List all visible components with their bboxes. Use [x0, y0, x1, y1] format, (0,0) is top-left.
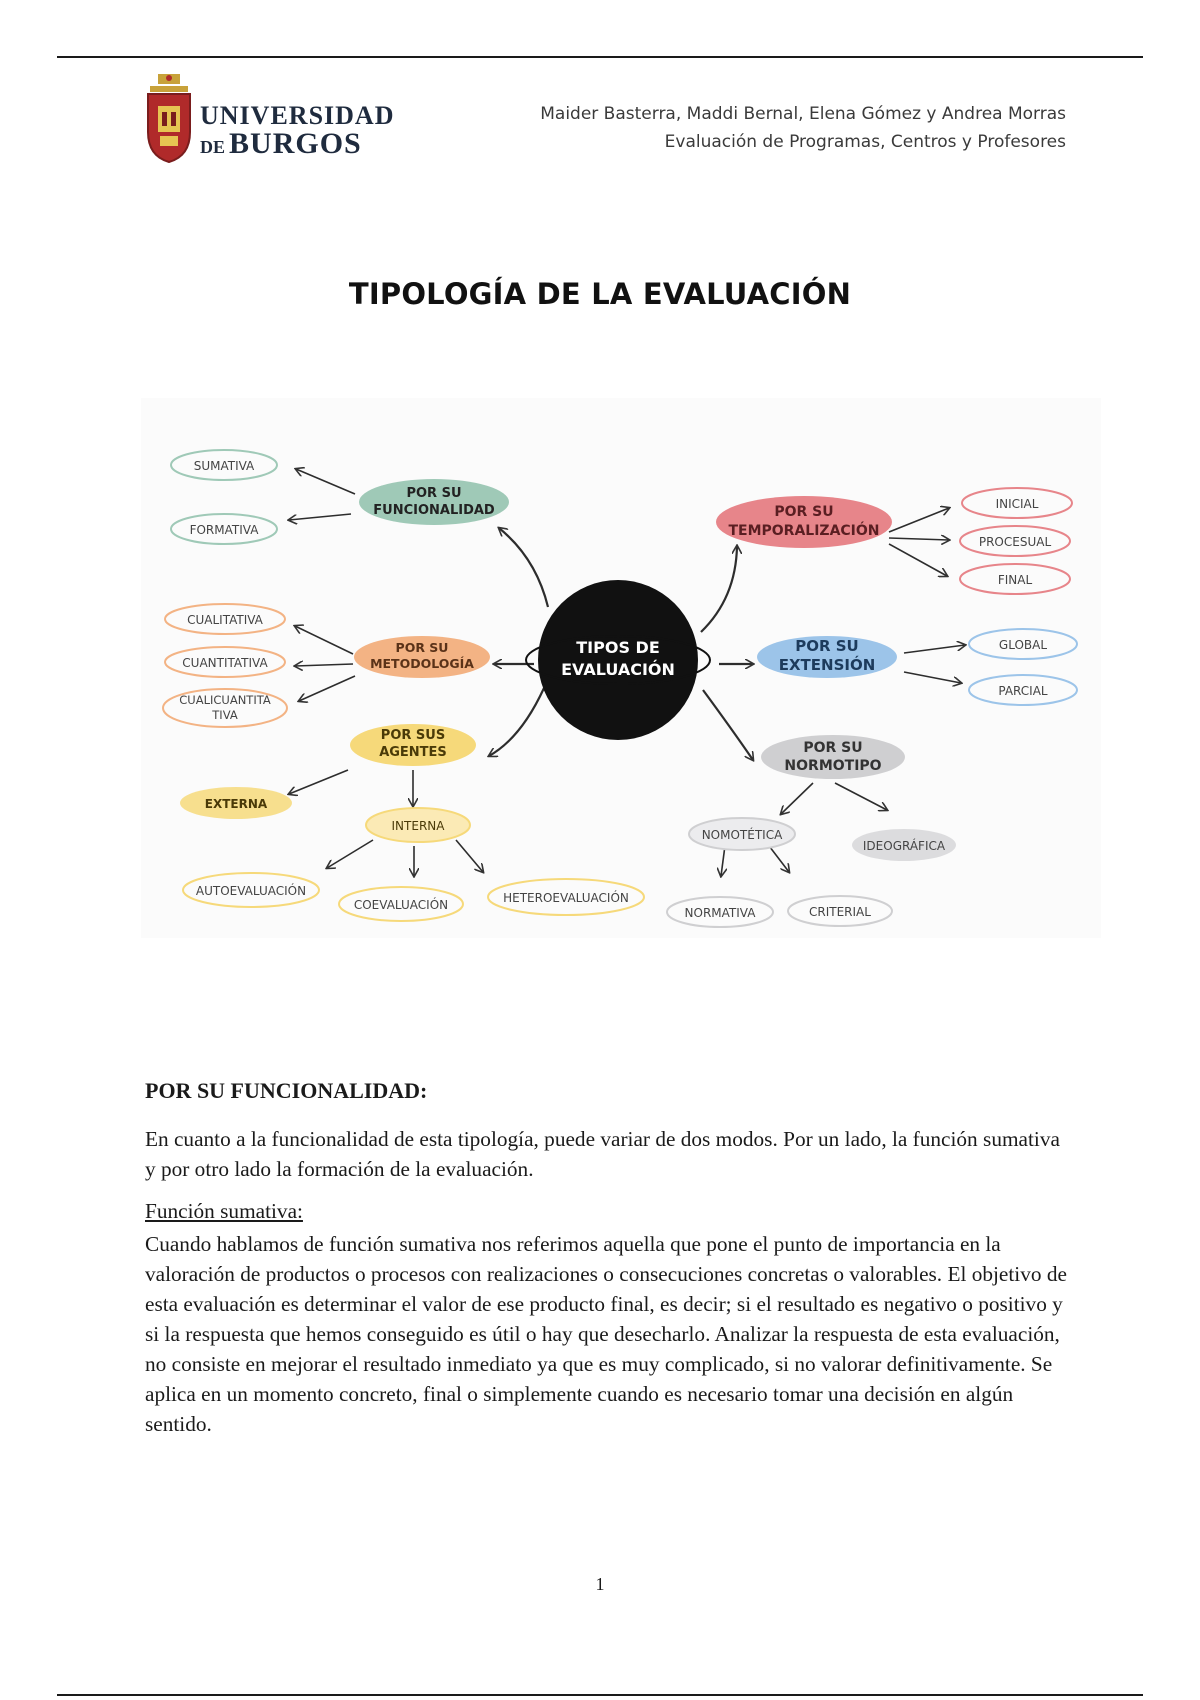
- header-meta: [540, 100, 1066, 156]
- extension-label-2: EXTENSIÓN: [778, 656, 876, 674]
- leaf-normativa: [667, 897, 773, 927]
- leaf-externa: [180, 787, 292, 819]
- center-label-1: TIPOS DE: [576, 638, 660, 657]
- logo-line-1: UNIVERSIDAD: [200, 101, 395, 130]
- logo-line-2-prefix: DE: [200, 137, 226, 157]
- normativa-label: NORMATIVA: [684, 906, 756, 920]
- leaf-cuantitativa: [165, 647, 285, 677]
- leaf-sumativa: [171, 450, 277, 480]
- leaf-cualicuantitativa: [163, 689, 287, 727]
- cualicuantitativa-label-1: CUALICUANTITA: [179, 693, 271, 707]
- top-rule: [57, 56, 1143, 58]
- externa-label: EXTERNA: [204, 797, 268, 811]
- center-node: [526, 580, 710, 740]
- temporalizacion-label-1: POR SU: [774, 504, 834, 520]
- leaf-final: [960, 564, 1070, 594]
- leaf-nomotetica: [689, 818, 795, 850]
- leaf-cualitativa: [165, 604, 285, 634]
- mind-map: [141, 398, 1101, 938]
- criterial-label: CRITERIAL: [809, 905, 871, 919]
- sumativa-label: SUMATIVA: [193, 459, 255, 473]
- section-heading: POR SU FUNCIONALIDAD:: [145, 1078, 428, 1103]
- course-name: Evaluación de Programas, Centros y Profesores: [664, 132, 1066, 152]
- leaf-criterial: [788, 896, 892, 926]
- extension-label-1: POR SU: [795, 637, 859, 655]
- node-normotipo: [761, 735, 905, 779]
- leaf-formativa: [171, 514, 277, 544]
- body-paragraph: Cuando hablamos de función sumativa nos referimos aquella que pone el punto de importancia en la valoración de productos o procesos con realizaciones o consecuciones concretas o valorables. El objetivo de esta evaluación es determinar el valor de ese producto final, es decir; si el resultado es negativo o positivo y si la respuesta que hemos conseguido es útil o hay que desecharlo. Analizar la respuesta de esta evaluación, no consiste en mejorar el resultado inmediato ya que es muy complicado, si no valorar definitivamente. Se aplica en un momento concreto, final o simplemente cuando es necesario tomar una decisión en algún sentido.: [145, 1232, 1067, 1436]
- university-logo: [144, 72, 395, 168]
- node-temporalizacion: [716, 496, 892, 548]
- bottom-rule: [57, 1694, 1143, 1696]
- node-metodologia: [354, 636, 490, 678]
- metodologia-label-2: METODOLOGÍA: [370, 656, 474, 671]
- funcionalidad-label-2: FUNCIONALIDAD: [373, 503, 495, 518]
- leaf-ideografica: [852, 829, 956, 861]
- crest-icon: [144, 72, 194, 164]
- mind-map-diagram: [141, 398, 1101, 938]
- global-label: GLOBAL: [998, 638, 1048, 652]
- node-extension: [757, 636, 897, 678]
- leaf-heteroevaluacion: [488, 879, 644, 915]
- ideografica-label: IDEOGRÁFICA: [862, 839, 946, 853]
- leaf-global: [969, 629, 1077, 659]
- leaf-parcial: [969, 675, 1077, 705]
- metodologia-label-1: POR SU: [395, 640, 449, 655]
- cualitativa-label: CUALITATIVA: [187, 613, 263, 627]
- autoevaluacion-label: AUTOEVALUACIÓN: [195, 884, 307, 898]
- leaf-procesual: [960, 526, 1070, 556]
- parcial-label: PARCIAL: [998, 684, 1048, 698]
- subheading: Función sumativa:: [145, 1199, 303, 1223]
- normotipo-label-1: POR SU: [803, 740, 863, 756]
- leaf-autoevaluacion: [183, 873, 319, 907]
- cuantitativa-label: CUANTITATIVA: [182, 656, 268, 670]
- procesual-label: PROCESUAL: [978, 535, 1052, 549]
- page-number: 1: [595, 1574, 605, 1594]
- funcionalidad-label-1: POR SU: [406, 486, 462, 501]
- agentes-label-2: AGENTES: [379, 745, 447, 760]
- inicial-label: INICIAL: [995, 497, 1039, 511]
- leaf-inicial: [962, 488, 1072, 518]
- leaf-coevaluacion: [339, 887, 463, 921]
- heteroevaluacion-label: HETEROEVALUACIÓN: [503, 891, 629, 905]
- intro-paragraph: En cuanto a la funcionalidad de esta tipología, puede variar de dos modos. Por un lado, la función sumativa y por otro lado la formación de la evaluación.: [145, 1127, 1060, 1181]
- final-label: FINAL: [997, 573, 1033, 587]
- authors: Maider Basterra, Maddi Bernal, Elena Gómez y Andrea Morras: [540, 104, 1066, 124]
- nomotetica-label: NOMOTÉTICA: [701, 828, 783, 842]
- cualicuantitativa-label-2: TIVA: [212, 708, 238, 722]
- normotipo-label-2: NORMOTIPO: [784, 758, 882, 774]
- formativa-label: FORMATIVA: [189, 523, 259, 537]
- center-label-2: EVALUACIÓN: [561, 660, 675, 679]
- logo-line-2-main: BURGOS: [229, 127, 362, 160]
- agentes-label-1: POR SUS: [380, 728, 446, 743]
- node-agentes: [350, 724, 476, 766]
- coevaluacion-label: COEVALUACIÓN: [353, 898, 449, 912]
- page-title: TIPOLOGÍA DE LA EVALUACIÓN: [348, 277, 852, 311]
- node-funcionalidad: [359, 479, 509, 525]
- leaf-interna: [366, 808, 470, 842]
- temporalizacion-label-2: TEMPORALIZACIÓN: [728, 523, 880, 539]
- interna-label: INTERNA: [391, 819, 445, 833]
